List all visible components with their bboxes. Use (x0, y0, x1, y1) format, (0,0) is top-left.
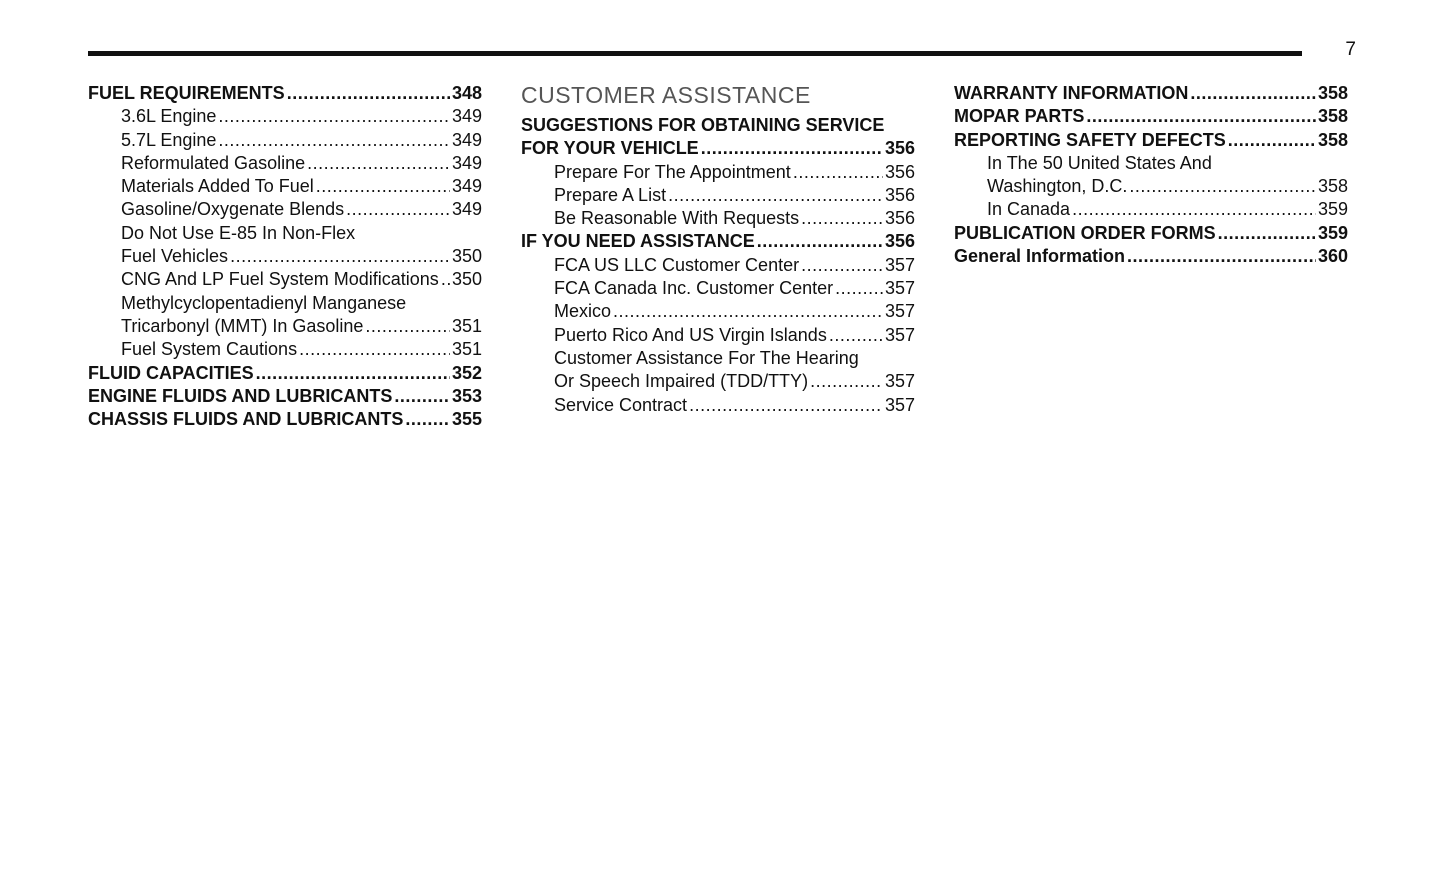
dot-leader (835, 277, 883, 300)
toc-entry-label: Fuel Vehicles (121, 246, 229, 267)
toc-entry-hearing-impaired[interactable] (521, 370, 915, 393)
toc-entry-page: 357 (884, 394, 915, 415)
toc-entry-page: 349 (451, 152, 482, 173)
toc-entry-engine-fluids[interactable] (88, 385, 482, 408)
toc-entry-hearing-first-line[interactable]: Customer Assistance For The Hearing (554, 347, 859, 368)
toc-entry-label: WARRANTY INFORMATION (954, 83, 1189, 103)
toc-entry-materials-added[interactable] (88, 175, 482, 198)
toc-entry-oxygenate-blends[interactable] (88, 198, 482, 221)
toc-entry-page: 356 (884, 184, 915, 205)
toc-entry-page: 359 (1317, 222, 1348, 243)
toc-entry-mmt-first-line[interactable]: Methylcyclopentadienyl Manganese (121, 292, 407, 313)
toc-entry-in-canada[interactable] (954, 198, 1348, 221)
toc-entry-label: Materials Added To Fuel (121, 176, 314, 197)
dot-leader (1086, 105, 1316, 128)
dot-leader (1129, 175, 1316, 198)
toc-entry-label: FCA US LLC Customer Center (554, 254, 800, 275)
dot-leader (668, 184, 883, 207)
toc-entry-fca-us[interactable] (521, 254, 915, 277)
toc-entry-suggestions-first-line[interactable]: SUGGESTIONS FOR OBTAINING SERVICE (521, 115, 885, 135)
toc-entry-page: 356 (884, 161, 915, 182)
dot-leader (394, 385, 450, 408)
toc-entry-page: 357 (884, 324, 915, 345)
toc-entry-page: 349 (451, 106, 482, 127)
toc-entry-prepare-appointment[interactable] (521, 161, 915, 184)
dot-leader (757, 230, 883, 253)
toc-entry-cng-lp[interactable] (88, 268, 482, 291)
toc-entry-page: 351 (451, 315, 482, 336)
dot-leader (829, 324, 883, 347)
toc-entry-publication-forms[interactable] (954, 222, 1348, 245)
toc-entry-label: Fuel System Cautions (121, 339, 298, 360)
dot-leader (256, 362, 450, 385)
toc-entry-mmt[interactable] (88, 315, 482, 338)
toc-entry-label: CHASSIS FLUIDS AND LUBRICANTS (88, 409, 404, 430)
page-number: 7 (1345, 39, 1356, 60)
toc-entry-page: 349 (451, 199, 482, 220)
toc-entry-page: 358 (1317, 106, 1348, 127)
toc-entry-if-you-need-assistance[interactable] (521, 230, 915, 253)
toc-entry-us50[interactable] (954, 175, 1348, 198)
toc-entry-label: FCA Canada Inc. Customer Center (554, 278, 834, 299)
toc-entry-fca-canada[interactable] (521, 277, 915, 300)
dot-leader (689, 394, 883, 417)
toc-entry-page: 349 (451, 129, 482, 150)
toc-entry-page: 357 (884, 278, 915, 299)
dot-leader (230, 245, 450, 268)
toc-entry-page: 352 (451, 362, 482, 383)
toc-entry-fluid-capacities[interactable] (88, 362, 482, 385)
dot-leader (299, 338, 450, 361)
dot-leader (405, 408, 450, 431)
toc-entry-label: REPORTING SAFETY DEFECTS (954, 129, 1226, 150)
toc-entry-page: 357 (884, 371, 915, 392)
toc-entry-label: Tricarbonyl (MMT) In Gasoline (121, 315, 364, 336)
toc-entry-label: 5.7L Engine (121, 129, 217, 150)
toc-entry-service-contract[interactable] (521, 394, 915, 417)
section-heading: CUSTOMER ASSISTANCE (521, 82, 811, 108)
toc-entry-label: FOR YOUR VEHICLE (521, 138, 699, 159)
dot-leader (1127, 245, 1316, 268)
dot-leader (701, 137, 883, 160)
toc-entry-page: 350 (451, 269, 482, 290)
toc-entry-warranty[interactable] (954, 82, 1348, 105)
toc-entry-label: Reformulated Gasoline (121, 152, 306, 173)
toc-entry-page: 353 (451, 385, 482, 406)
toc-entry-prepare-list[interactable] (521, 184, 915, 207)
toc-entry-general-information[interactable] (954, 245, 1348, 268)
toc-entry-label: ENGINE FLUIDS AND LUBRICANTS (88, 385, 393, 406)
toc-entry-reformulated-gasoline[interactable] (88, 152, 482, 175)
dot-leader (346, 198, 450, 221)
toc-entry-page: 358 (1317, 129, 1348, 150)
dot-leader (218, 129, 450, 152)
toc-entry-mopar-parts[interactable] (954, 105, 1348, 128)
toc-entry-engine-3-6l[interactable] (88, 105, 482, 128)
toc-column-1 (88, 82, 482, 431)
toc-entry-page: 358 (1317, 176, 1348, 197)
dot-leader (1228, 129, 1316, 152)
dot-leader (365, 315, 450, 338)
dot-leader (218, 105, 450, 128)
toc-entry-page: 349 (451, 176, 482, 197)
dot-leader (801, 254, 883, 277)
dot-leader (1072, 198, 1316, 221)
toc-entry-label: Prepare A List (554, 184, 667, 205)
header-rule (88, 51, 1302, 56)
toc-entry-page: 351 (451, 339, 482, 360)
toc-entry-label: Gasoline/Oxygenate Blends (121, 199, 345, 220)
toc-entry-label: FUEL REQUIREMENTS (88, 83, 285, 103)
toc-entry-chassis-fluids[interactable] (88, 408, 482, 431)
toc-entry-fuel-requirements[interactable] (88, 82, 482, 105)
dot-leader (801, 207, 883, 230)
dot-leader (441, 268, 450, 291)
toc-column-2 (521, 80, 915, 417)
toc-entry-label: CNG And LP Fuel System Modifications (121, 269, 439, 290)
toc-column-3 (954, 82, 1348, 268)
dot-leader (810, 370, 883, 393)
toc-entry-be-reasonable[interactable] (521, 207, 915, 230)
toc-entry-label: General Information (954, 246, 1126, 267)
toc-entry-fuel-system-cautions[interactable] (88, 338, 482, 361)
toc-entry-e85-first-line[interactable]: Do Not Use E-85 In Non-Flex (121, 222, 356, 243)
dot-leader (307, 152, 450, 175)
dot-leader (287, 82, 450, 105)
toc-entry-page: 358 (1317, 83, 1348, 103)
toc-entry-page: 356 (884, 231, 915, 252)
toc-entry-label: Service Contract (554, 394, 688, 415)
toc-entry-e85[interactable] (88, 245, 482, 268)
toc-entry-us50-first-line[interactable]: In The 50 United States And (987, 152, 1212, 173)
toc-entry-label: Or Speech Impaired (TDD/TTY) (554, 371, 809, 392)
toc-entry-engine-5-7l[interactable] (88, 129, 482, 152)
toc-entry-label: Prepare For The Appointment (554, 161, 791, 182)
toc-entry-label: Be Reasonable With Requests (554, 208, 800, 229)
toc-entry-label: 3.6L Engine (121, 106, 217, 127)
toc-entry-suggestions[interactable] (521, 137, 915, 160)
toc-entry-page: 356 (884, 208, 915, 229)
toc-entry-page: 356 (884, 138, 915, 159)
toc-entry-mexico[interactable] (521, 300, 915, 323)
toc-entry-puerto-rico[interactable] (521, 324, 915, 347)
dot-leader (793, 161, 883, 184)
toc-entry-label: In Canada (987, 199, 1071, 220)
toc-entry-label: MOPAR PARTS (954, 106, 1085, 127)
toc-entry-page: 348 (451, 83, 482, 103)
toc-entry-label: Puerto Rico And US Virgin Islands (554, 324, 827, 345)
toc-entry-page: 360 (1317, 246, 1348, 267)
toc-entry-label: PUBLICATION ORDER FORMS (954, 222, 1216, 243)
toc-entry-page: 355 (451, 409, 482, 430)
toc-entry-label: FLUID CAPACITIES (88, 362, 254, 383)
toc-entry-label: Washington, D.C. (987, 176, 1128, 197)
toc-entry-reporting-defects[interactable] (954, 129, 1348, 152)
dot-leader (1218, 222, 1316, 245)
toc-entry-page: 357 (884, 254, 915, 275)
toc-entry-page: 359 (1317, 199, 1348, 220)
dot-leader (613, 300, 883, 323)
toc-entry-page: 350 (451, 246, 482, 267)
toc-entry-page: 357 (884, 301, 915, 322)
dot-leader (1190, 82, 1316, 105)
dot-leader (316, 175, 450, 198)
toc-entry-label: Mexico (554, 301, 612, 322)
toc-entry-label: IF YOU NEED ASSISTANCE (521, 231, 755, 252)
